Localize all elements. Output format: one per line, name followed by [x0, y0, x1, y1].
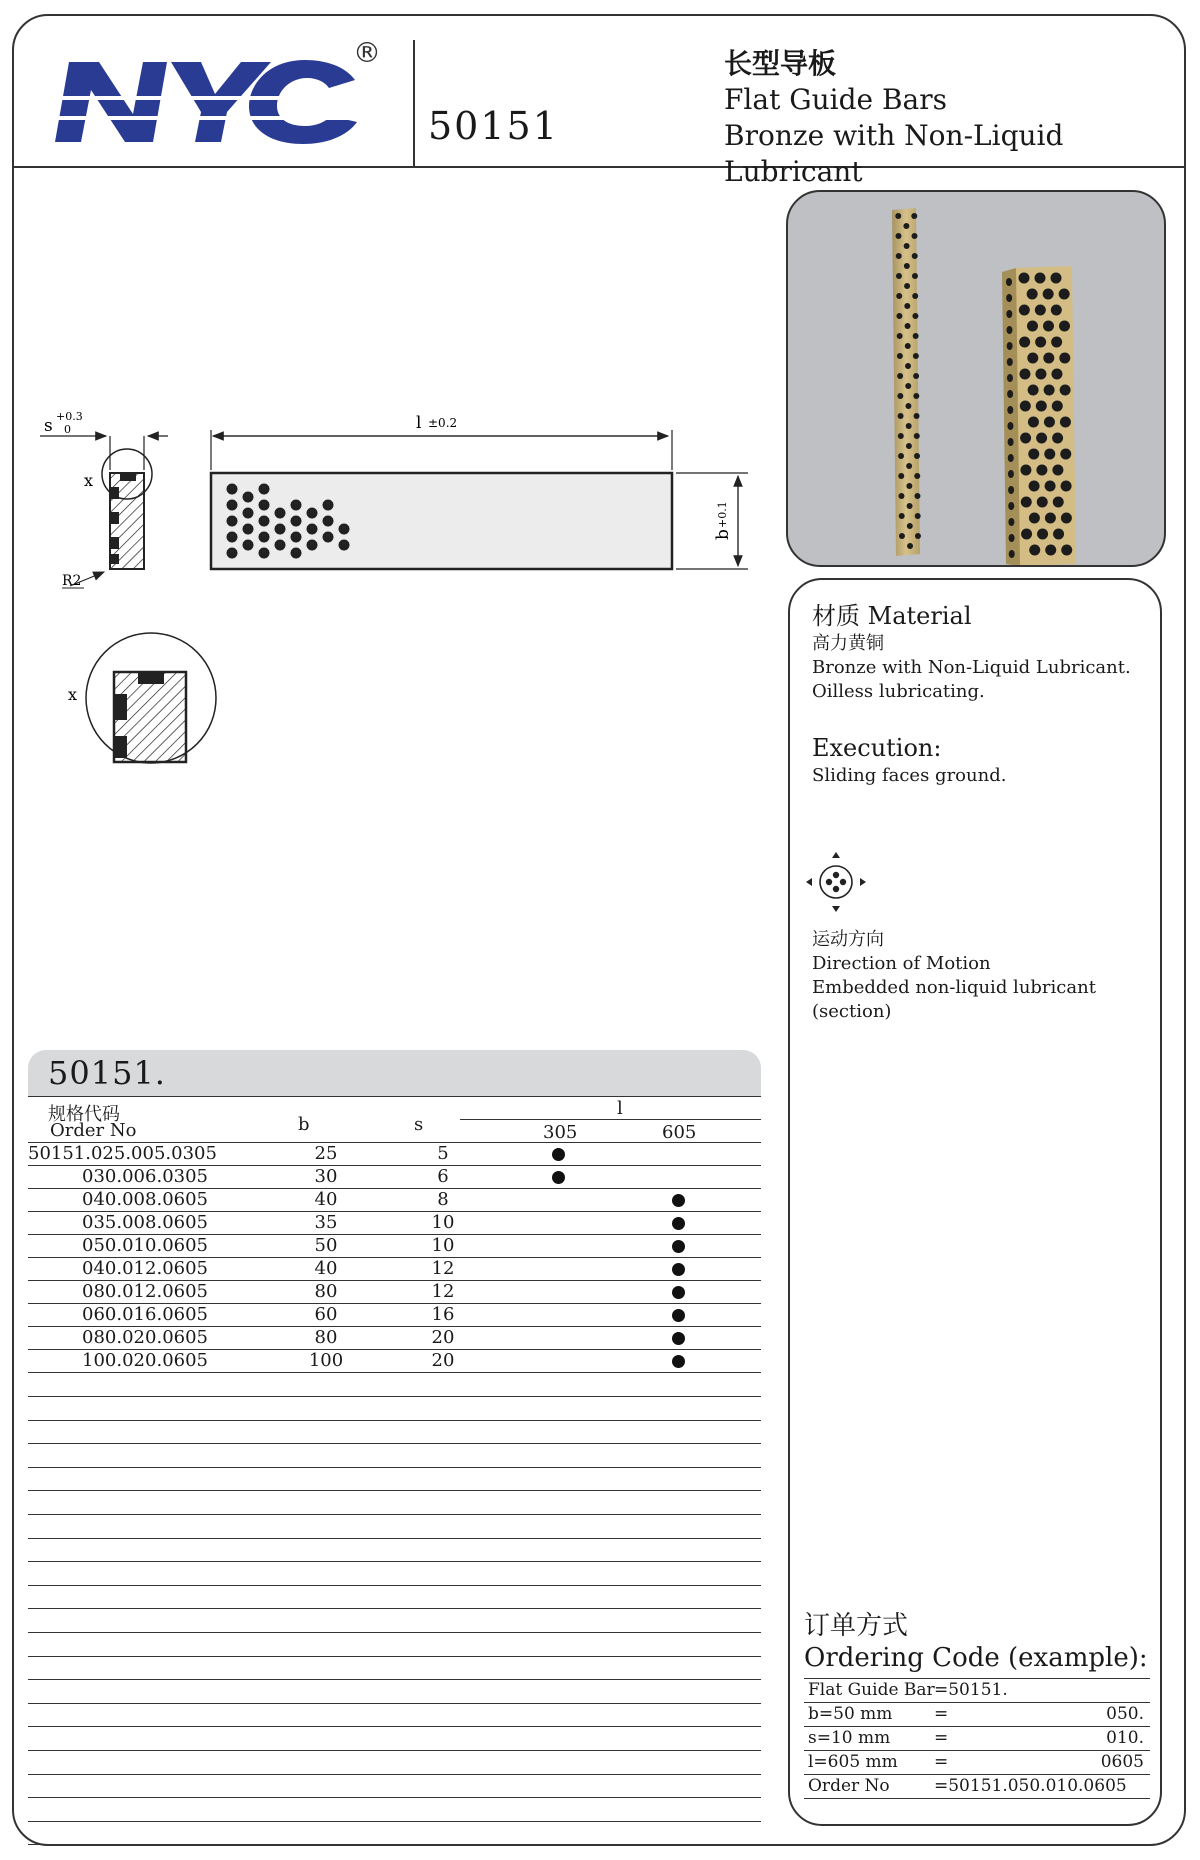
l-label: l: [416, 413, 422, 433]
table-row-empty: [28, 1750, 761, 1774]
photo-plug: [1059, 353, 1070, 364]
svg-text:®: ®: [353, 42, 381, 69]
photo-plug: [914, 493, 920, 499]
b-tol: +0.1: [716, 501, 729, 528]
lubricant-plug: [259, 532, 270, 543]
lubricant-plug: [307, 524, 318, 535]
photo-plug: [907, 523, 913, 529]
photo-plug: [899, 533, 905, 539]
lubricant-plug: [227, 500, 238, 511]
photo-plug: [1037, 497, 1048, 508]
material-line-1: Bronze with Non-Liquid Lubricant.: [812, 657, 1131, 678]
photo-plug: [913, 373, 919, 379]
lubricant-plug: [291, 548, 302, 559]
photo-plug: [1052, 401, 1063, 412]
table-row: [28, 1211, 761, 1234]
cell-order-no: 040.008.0605: [82, 1189, 208, 1210]
photo-plug: [1060, 449, 1071, 460]
photo-plug: [1037, 529, 1048, 540]
photo-plug: [905, 363, 911, 369]
photo-plug: [898, 473, 904, 479]
lubricant-plug: [275, 540, 286, 551]
table-row-empty: [28, 1396, 761, 1420]
photo-plug: [897, 393, 903, 399]
table-title-bar: [28, 1050, 761, 1096]
ordering-row: [804, 1774, 1150, 1799]
cell-s: 20: [431, 1350, 455, 1371]
ordering-heading-cn: 订单方式: [804, 1611, 909, 1641]
ordering-eq: =50151.: [934, 1680, 1008, 1700]
title-en-2: Bronze with Non-Liquid Lubricant: [724, 119, 1064, 188]
detail-label-2: x: [68, 685, 78, 704]
side-section-view: [40, 436, 168, 588]
photo-plug: [1028, 417, 1039, 428]
table-row-empty: [28, 1372, 761, 1396]
photo-plug: [1061, 513, 1072, 524]
lubricant-plug: [323, 516, 334, 527]
photo-plug: [1036, 401, 1047, 412]
photo-plug: [1035, 369, 1046, 380]
ordering-row: [804, 1726, 1150, 1750]
photo-plug: [904, 243, 910, 249]
col-l-underline: [460, 1119, 761, 1120]
photo-plug: [906, 443, 912, 449]
photo-plug: [1019, 337, 1030, 348]
col-l-605: 605: [662, 1122, 697, 1143]
lubricant-plug: [291, 500, 302, 511]
cell-s: 16: [431, 1304, 455, 1325]
photo-plug: [911, 213, 917, 219]
cell-order-no: 080.012.0605: [82, 1281, 208, 1302]
b-label: b: [713, 529, 733, 540]
lubricant-plug: [275, 508, 286, 519]
photo-plug: [912, 313, 918, 319]
material-heading: [812, 600, 1142, 632]
table-row-empty: [28, 1703, 761, 1727]
detail-label: x: [84, 471, 94, 490]
photo-plug: [904, 263, 910, 269]
table-bottom-rule: [28, 1844, 761, 1845]
table-row-empty: [28, 1632, 761, 1656]
lubricant-plug: [227, 532, 238, 543]
photo-plug: [1007, 422, 1013, 430]
photo-plug: [905, 323, 911, 329]
ordering-eq: =: [934, 1752, 949, 1772]
cell-s: 10: [431, 1212, 455, 1233]
photo-plug: [1008, 502, 1014, 510]
col-s: s: [414, 1114, 424, 1135]
ordering-row: [804, 1702, 1150, 1726]
cell-b: 25: [314, 1143, 338, 1164]
available-605-dot: [672, 1286, 685, 1299]
table-row: [28, 1142, 761, 1165]
motion-line-1: Direction of Motion: [812, 953, 991, 974]
lubricant-plug: [339, 540, 350, 551]
photo-plug: [1020, 465, 1031, 476]
photo-plug: [1036, 465, 1047, 476]
photo-plug: [906, 463, 912, 469]
ordering-value: 050.: [1106, 1704, 1144, 1724]
available-605-dot: [672, 1309, 685, 1322]
photo-plug: [1027, 353, 1038, 364]
photo-plug: [1043, 321, 1054, 332]
photo-plug: [896, 233, 902, 239]
lubricant-plug: [227, 548, 238, 559]
photo-plug: [906, 423, 912, 429]
photo-plug: [897, 353, 903, 359]
photo-plug: [914, 413, 920, 419]
photo-plug: [1045, 481, 1056, 492]
photo-plug: [1007, 342, 1013, 350]
table-row: [28, 1303, 761, 1326]
ordering-key: b=50 mm: [808, 1704, 893, 1724]
l-tol: ±0.2: [428, 416, 458, 430]
photo-plug: [1052, 465, 1063, 476]
lubricant-plug: [291, 516, 302, 527]
photo-plug: [896, 253, 902, 259]
available-605-dot: [672, 1355, 685, 1368]
photo-plug: [1008, 486, 1014, 494]
photo-plug: [1020, 433, 1031, 444]
photo-plug: [1027, 289, 1038, 300]
photo-plug: [1051, 305, 1062, 316]
photo-plug: [1060, 385, 1071, 396]
photo-plug: [1035, 273, 1046, 284]
table-row-empty: [28, 1490, 761, 1514]
photo-plug: [1045, 513, 1056, 524]
photo-plug: [1020, 401, 1031, 412]
cell-s: 5: [437, 1143, 449, 1164]
photo-plug: [1021, 497, 1032, 508]
lubricant-plug: [259, 484, 270, 495]
photo-plug: [1029, 513, 1040, 524]
cell-b: 80: [314, 1281, 338, 1302]
photo-plug: [915, 513, 921, 519]
ordering-eq: =: [934, 1728, 949, 1748]
ordering-row: [804, 1678, 1150, 1702]
photo-plug: [915, 533, 921, 539]
photo-plug: [898, 413, 904, 419]
lubricant-plug: [259, 548, 270, 559]
lubricant-plug: [243, 492, 254, 503]
lubricant-plug: [243, 524, 254, 535]
photo-plug: [898, 433, 904, 439]
title-en-1: Flat Guide Bars: [724, 83, 948, 116]
photo-plug: [1007, 406, 1013, 414]
photo-plug: [1059, 321, 1070, 332]
table-row-empty: [28, 1726, 761, 1750]
ordering-eq: =50151.050.010.0605: [934, 1776, 1127, 1796]
cell-b: 40: [314, 1189, 338, 1210]
photo-plug: [898, 453, 904, 459]
photo-plug: [1059, 289, 1070, 300]
cell-order-no: 035.008.0605: [82, 1212, 208, 1233]
photo-plug: [1053, 497, 1064, 508]
photo-plug: [1044, 417, 1055, 428]
table-row-empty: [28, 1774, 761, 1798]
photo-plug: [1019, 305, 1030, 316]
ordering-value: 010.: [1106, 1728, 1144, 1748]
photo-plug: [912, 253, 918, 259]
cell-s: 8: [437, 1189, 449, 1210]
available-605-dot: [672, 1332, 685, 1345]
photo-plug: [1008, 470, 1014, 478]
photo-plug: [914, 473, 920, 479]
ordering-row: [804, 1750, 1150, 1774]
table-row-empty: [28, 1821, 761, 1845]
photo-plug: [1035, 337, 1046, 348]
lubricant-plug: [259, 500, 270, 511]
col-order-cn: 规格代码: [48, 1104, 120, 1125]
cell-order-no: 060.016.0605: [82, 1304, 208, 1325]
lubricant-plug: [227, 484, 238, 495]
photo-plug: [903, 223, 909, 229]
photo-plug: [1053, 529, 1064, 540]
available-605-dot: [672, 1217, 685, 1230]
table-row-empty: [28, 1656, 761, 1680]
detail-x-view: [86, 633, 216, 763]
photo-plug: [914, 433, 920, 439]
photo-plug: [1036, 433, 1047, 444]
cell-b: 30: [314, 1166, 338, 1187]
photo-plug: [1045, 545, 1056, 556]
available-605-dot: [672, 1263, 685, 1276]
photo-plug: [1006, 294, 1012, 302]
cell-s: 20: [431, 1327, 455, 1348]
photo-plug: [1007, 358, 1013, 366]
photo-plug: [913, 333, 919, 339]
table-title-underline: [28, 1096, 761, 1097]
table-row-empty: [28, 1538, 761, 1562]
available-305-dot: [552, 1171, 565, 1184]
cell-b: 80: [314, 1327, 338, 1348]
cell-order-no: 040.012.0605: [82, 1258, 208, 1279]
available-305-dot: [552, 1148, 565, 1161]
technical-drawing: [0, 0, 780, 790]
motion-cn: 运动方向: [812, 929, 884, 950]
photo-plug: [896, 273, 902, 279]
ordering-key: Flat Guide Bar: [808, 1680, 935, 1700]
cell-order-no: 080.020.0605: [82, 1327, 208, 1348]
photo-plug: [1021, 529, 1032, 540]
photo-plug: [913, 393, 919, 399]
photo-plug: [1035, 305, 1046, 316]
cell-s: 12: [431, 1281, 455, 1302]
photo-plug: [896, 313, 902, 319]
photo-plug: [897, 373, 903, 379]
photo-plug: [912, 293, 918, 299]
s-tol-lower: 0: [64, 423, 71, 436]
cell-s: 10: [431, 1235, 455, 1256]
execution-heading: Execution:: [812, 734, 942, 762]
table-row-empty: [28, 1797, 761, 1821]
lubricant-plug: [323, 500, 334, 511]
lubricant-plug: [339, 524, 350, 535]
photo-plug: [1044, 449, 1055, 460]
ordering-eq: =: [934, 1704, 949, 1724]
table-row-empty: [28, 1467, 761, 1491]
lubricant-plug: [227, 516, 238, 527]
photo-plug: [896, 293, 902, 299]
table-row: [28, 1349, 761, 1372]
s-label: s: [44, 416, 53, 436]
photo-plug: [1043, 353, 1054, 364]
col-order-en: Order No: [50, 1120, 137, 1141]
table-row-empty: [28, 1608, 761, 1632]
col-l-305: 305: [543, 1122, 578, 1143]
photo-plug: [899, 513, 905, 519]
lubricant-plug: [307, 508, 318, 519]
table-row: [28, 1326, 761, 1349]
lubricant-plug: [243, 508, 254, 519]
photo-plug: [1009, 534, 1015, 542]
table-row: [28, 1188, 761, 1211]
cell-order-no: 030.006.0305: [82, 1166, 208, 1187]
photo-plug: [895, 213, 901, 219]
execution-text: Sliding faces ground.: [812, 765, 1007, 786]
photo-plug: [905, 383, 911, 389]
lubricant-plug: [307, 540, 318, 551]
photo-plug: [1008, 518, 1014, 526]
title-block: [724, 46, 1200, 190]
table-row: [28, 1165, 761, 1188]
cell-b: 50: [314, 1235, 338, 1256]
lubricant-plug: [243, 540, 254, 551]
photo-plug: [898, 493, 904, 499]
cell-order-no: 100.020.0605: [82, 1350, 208, 1371]
cell-order-no: 050.010.0605: [82, 1235, 208, 1256]
table-row-empty: [28, 1679, 761, 1703]
table-row: [28, 1257, 761, 1280]
ordering-code-block: [804, 1610, 1150, 1799]
photo-plug: [1006, 310, 1012, 318]
cell-b: 35: [314, 1212, 338, 1233]
photo-plug: [1029, 481, 1040, 492]
photo-plug: [1060, 417, 1071, 428]
material-name-cn: 高力黄铜: [812, 633, 884, 654]
top-view: [211, 430, 748, 569]
table-body: [28, 1142, 761, 1845]
ordering-key: s=10 mm: [808, 1728, 891, 1748]
cell-b: 40: [314, 1258, 338, 1279]
photo-plug: [1006, 326, 1012, 334]
ordering-key: l=605 mm: [808, 1752, 898, 1772]
photo-plug: [912, 233, 918, 239]
photo-plug: [1043, 289, 1054, 300]
material-line-2: Oilless lubricating.: [812, 681, 985, 702]
photo-plug: [907, 503, 913, 509]
motion-line-3: (section): [812, 1001, 892, 1022]
lubricant-plug: [323, 532, 334, 543]
photo-plug: [1044, 385, 1055, 396]
table-row: [28, 1280, 761, 1303]
info-panel: [788, 578, 1162, 1826]
table-row-empty: [28, 1561, 761, 1585]
available-605-dot: [672, 1194, 685, 1207]
ordering-heading-en: Ordering Code (example):: [804, 1643, 1148, 1673]
ordering-key: Order No: [808, 1776, 890, 1796]
photo-plug: [1061, 481, 1072, 492]
table-row-empty: [28, 1585, 761, 1609]
lubricant-plug: [275, 524, 286, 535]
lubricant-plug: [259, 516, 270, 527]
product-code: 50151: [428, 104, 559, 148]
table-row-empty: [28, 1443, 761, 1467]
photo-plug: [1052, 433, 1063, 444]
photo-plug: [905, 403, 911, 409]
cell-b: 60: [314, 1304, 338, 1325]
photo-plug: [1007, 390, 1013, 398]
lubricant-plug: [291, 532, 302, 543]
table-row-empty: [28, 1514, 761, 1538]
table-row-empty: [28, 1420, 761, 1444]
col-b: b: [298, 1114, 310, 1135]
photo-plug: [1051, 273, 1062, 284]
photo-plug: [905, 343, 911, 349]
photo-plug: [912, 273, 918, 279]
photo-plug: [1008, 438, 1014, 446]
product-photo: [786, 190, 1166, 567]
photo-plug: [904, 283, 910, 289]
s-tol-upper: +0.3: [56, 410, 83, 423]
cell-b: 100: [308, 1350, 344, 1371]
photo-plug: [1019, 273, 1030, 284]
material-heading-cn: 材质: [812, 602, 860, 630]
available-605-dot: [672, 1240, 685, 1253]
col-l: l: [617, 1098, 623, 1119]
photo-plug: [913, 353, 919, 359]
table-row: [28, 1234, 761, 1257]
photo-plug: [907, 543, 913, 549]
photo-plug: [1029, 545, 1040, 556]
photo-plug: [906, 483, 912, 489]
motion-line-2: Embedded non-liquid lubricant: [812, 977, 1096, 998]
photo-plug: [1006, 278, 1012, 286]
title-cn: 长型导板: [724, 47, 837, 80]
direction-of-motion-icon: [806, 850, 866, 918]
photo-plug: [1051, 337, 1062, 348]
ordering-value: 0605: [1100, 1752, 1144, 1772]
cell-order-no: 50151.025.005.0305: [28, 1143, 217, 1164]
photo-plug: [1051, 369, 1062, 380]
photo-plug: [897, 333, 903, 339]
photo-plug: [1027, 321, 1038, 332]
cell-s: 12: [431, 1258, 455, 1279]
photo-plug: [1008, 454, 1014, 462]
material-heading-en: Material: [867, 602, 972, 630]
photo-plug: [1028, 449, 1039, 460]
photo-plug: [914, 453, 920, 459]
r-label: R2: [62, 573, 82, 589]
photo-plug: [904, 303, 910, 309]
photo-plug: [1061, 545, 1072, 556]
photo-plug: [1019, 369, 1030, 380]
photo-plug: [1028, 385, 1039, 396]
table-title: 50151.: [48, 1054, 166, 1092]
photo-plug: [1007, 374, 1013, 382]
cell-s: 6: [437, 1166, 449, 1187]
photo-plug: [1009, 550, 1015, 558]
